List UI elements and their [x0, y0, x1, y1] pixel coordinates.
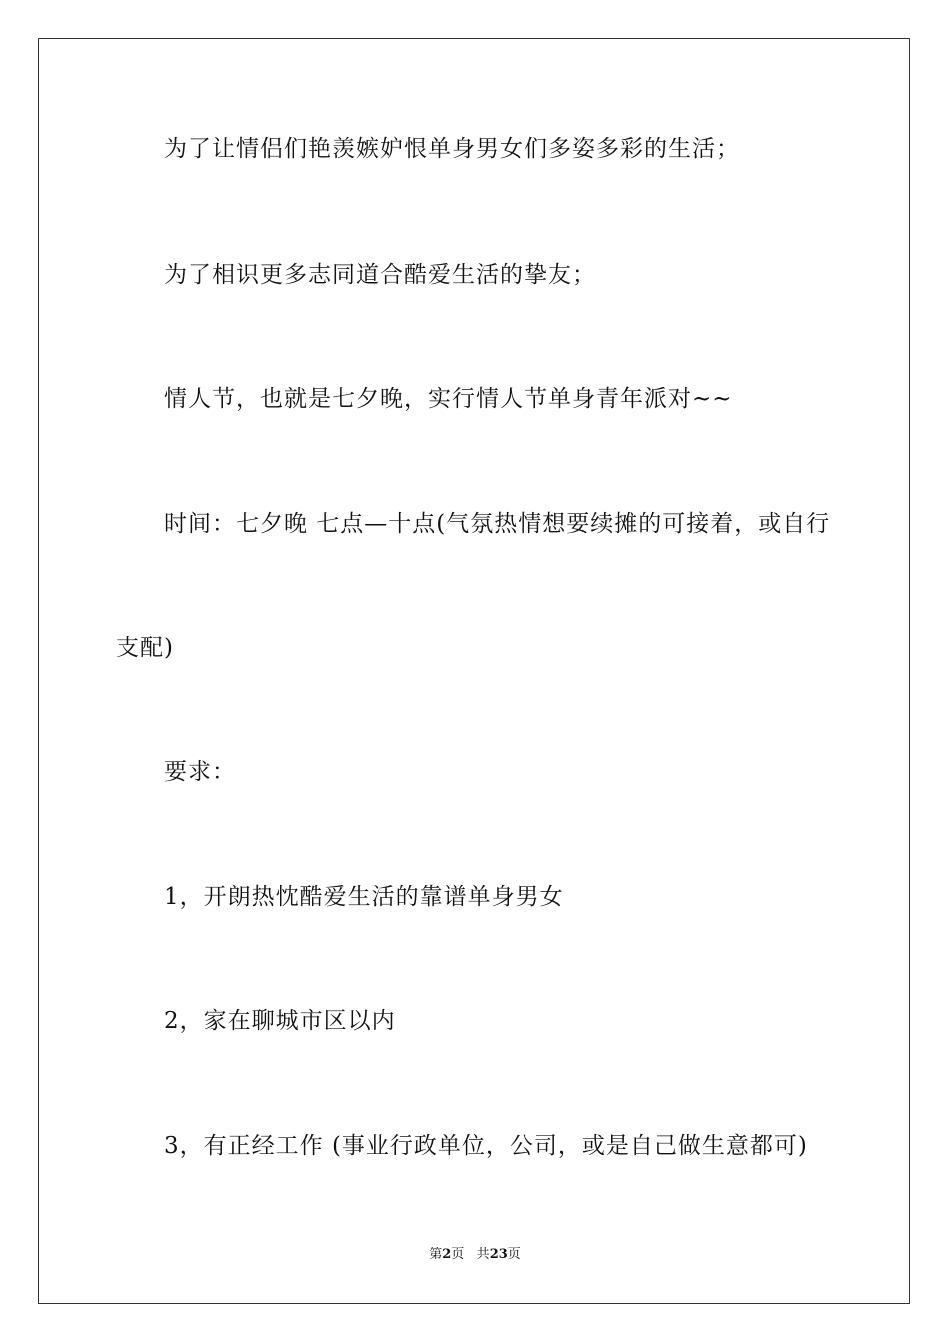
requirement-2: 2，家在聊城市区以内 [164, 1008, 396, 1034]
paragraph-time-continued: 支配) [116, 635, 174, 661]
page-footer [0, 1246, 950, 1264]
total-pages: 23 [489, 1247, 508, 1262]
paragraph-2: 为了相识更多志同道合酷爱生活的挚友； [164, 262, 596, 288]
paragraph-3: 情人节，也就是七夕晚，实行情人节单身青年派对~~ [164, 386, 733, 412]
total-prefix: 共 [476, 1247, 490, 1262]
total-suffix: 页 [507, 1247, 521, 1262]
paragraph-1: 为了让情侣们艳羡嫉妒恨单身男女们多姿多彩的生活； [164, 136, 740, 162]
page-suffix: 页 [451, 1247, 465, 1262]
page-prefix: 第 [429, 1247, 443, 1262]
page-number: 2 [442, 1247, 452, 1262]
requirement-3: 3，有正经工作 (事业行政单位，公司，或是自己做生意都可) [164, 1133, 808, 1159]
requirements-heading: 要求： [164, 759, 236, 785]
requirement-1: 1，开朗热忱酷爱生活的靠谱单身男女 [164, 884, 564, 910]
page-frame [38, 38, 910, 1304]
paragraph-time: 时间：七夕晚 七点—十点(气氛热情想要续摊的可接着，或自行 [164, 511, 831, 537]
